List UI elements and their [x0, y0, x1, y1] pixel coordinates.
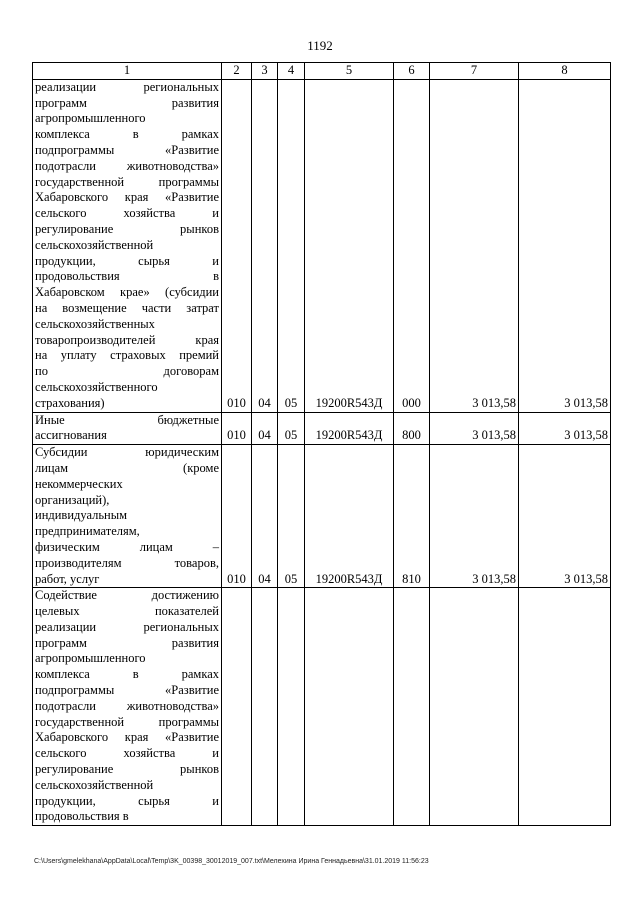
page-number: 1192 [307, 38, 333, 53]
description-line: целевых показателей [35, 604, 219, 619]
description-line: сельского хозяйства и [35, 746, 219, 761]
description-line: агропромышленного [35, 111, 146, 126]
section-code: 04 [252, 412, 278, 445]
description-line: некоммерческих [35, 476, 123, 491]
expense-type-code: 800 [394, 412, 430, 445]
description-line: регулирование рынков [35, 762, 219, 777]
description-line: физическим лицам – [35, 539, 219, 554]
description-line: Хабаровского края «Развитие [35, 730, 219, 745]
target-article-code: 19200R543Д [305, 79, 394, 412]
description-line: продовольствия в [35, 269, 219, 284]
header-cell: 2 [222, 63, 252, 80]
amount-col7: 3 013,58 [430, 445, 519, 588]
description-line: реализации региональных [35, 79, 219, 94]
description-line: подотрасли животноводства» [35, 698, 219, 713]
description-line: сельскохозяйственной [35, 237, 154, 252]
description-line: Иные бюджетные [35, 412, 219, 427]
table-row [33, 412, 611, 445]
file-path-footer: C:\Users\gmelekhana\AppData\Local\Temp\3K_00398_30012019_007.txt\Мелехина Ирина Геннадьевна\31.01.2019 11:56:23 [34, 858, 429, 865]
description-line: работ, услуг [35, 571, 100, 586]
description-line: производителям товаров, [35, 555, 219, 570]
ministry-code: 010 [222, 412, 252, 445]
description-line: ассигнования [35, 428, 107, 443]
table-row [33, 588, 611, 826]
row-description [33, 412, 222, 445]
target-article-code [305, 588, 394, 826]
description-line: подотрасли животноводства» [35, 158, 219, 173]
description-line: Содействие достижению [35, 588, 219, 603]
row-description [33, 445, 222, 588]
amount-col7: 3 013,58 [430, 412, 519, 445]
expense-type-code: 810 [394, 445, 430, 588]
description-line: продовольствия в [35, 809, 129, 824]
amount-col8: 3 013,58 [519, 412, 611, 445]
description-line: продукции, сырья и [35, 793, 219, 808]
amount-col7 [430, 588, 519, 826]
description-line: сельскохозяйственных [35, 316, 155, 331]
table-row [33, 79, 611, 412]
amount-col8 [519, 588, 611, 826]
description-line: подпрограммы «Развитие [35, 142, 219, 157]
description-line: продукции, сырья и [35, 253, 219, 268]
description-line: сельскохозяйственной [35, 777, 154, 792]
description-line: государственной программы [35, 714, 219, 729]
description-line: сельского хозяйства и [35, 206, 219, 221]
description-line: реализации региональных [35, 619, 219, 634]
row-description [33, 588, 222, 826]
description-line: индивидуальным [35, 508, 128, 523]
description-line: по договорам [35, 364, 219, 379]
description-line: на возмещение части затрат [35, 300, 219, 315]
description-line: организаций), [35, 492, 110, 507]
header-cell: 7 [430, 63, 519, 80]
description-line: предпринимателям, [35, 524, 140, 539]
ministry-code: 010 [222, 445, 252, 588]
header-cell: 5 [305, 63, 394, 80]
description-line: программ развития [35, 95, 219, 110]
header-cell: 8 [519, 63, 611, 80]
ministry-code [222, 588, 252, 826]
description-line: программ развития [35, 635, 219, 650]
description-line: комплекса в рамках [35, 667, 219, 682]
target-article-code: 19200R543Д [305, 412, 394, 445]
header-cell: 3 [252, 63, 278, 80]
description-line: страхования) [35, 395, 105, 410]
section-code: 04 [252, 79, 278, 412]
subsection-code [278, 588, 305, 826]
amount-col8: 3 013,58 [519, 445, 611, 588]
expense-type-code: 000 [394, 79, 430, 412]
description-line: сельскохозяйственного [35, 379, 158, 394]
description-line: лицам (кроме [35, 460, 219, 475]
subsection-code: 05 [278, 79, 305, 412]
header-cell: 1 [33, 63, 222, 80]
description-line: агропромышленного [35, 651, 146, 666]
description-line: Субсидии юридическим [35, 445, 219, 460]
subsection-code: 05 [278, 412, 305, 445]
description-line: Хабаровского края «Развитие [35, 190, 219, 205]
description-line: подпрограммы «Развитие [35, 683, 219, 698]
budget-table [32, 62, 611, 826]
row-description [33, 79, 222, 412]
header-row [33, 63, 611, 80]
amount-col7: 3 013,58 [430, 79, 519, 412]
ministry-code: 010 [222, 79, 252, 412]
amount-col8: 3 013,58 [519, 79, 611, 412]
section-code: 04 [252, 445, 278, 588]
description-line: на уплату страховых премий [35, 348, 219, 363]
description-line: регулирование рынков [35, 221, 219, 236]
header-cell: 6 [394, 63, 430, 80]
expense-type-code [394, 588, 430, 826]
description-line: товаропроизводителей края [35, 332, 219, 347]
description-line: комплекса в рамках [35, 127, 219, 142]
target-article-code: 19200R543Д [305, 445, 394, 588]
subsection-code: 05 [278, 445, 305, 588]
header-cell: 4 [278, 63, 305, 80]
table-row [33, 445, 611, 588]
description-line: государственной программы [35, 174, 219, 189]
description-line: Хабаровском крае» (субсидии [35, 285, 219, 300]
section-code [252, 588, 278, 826]
